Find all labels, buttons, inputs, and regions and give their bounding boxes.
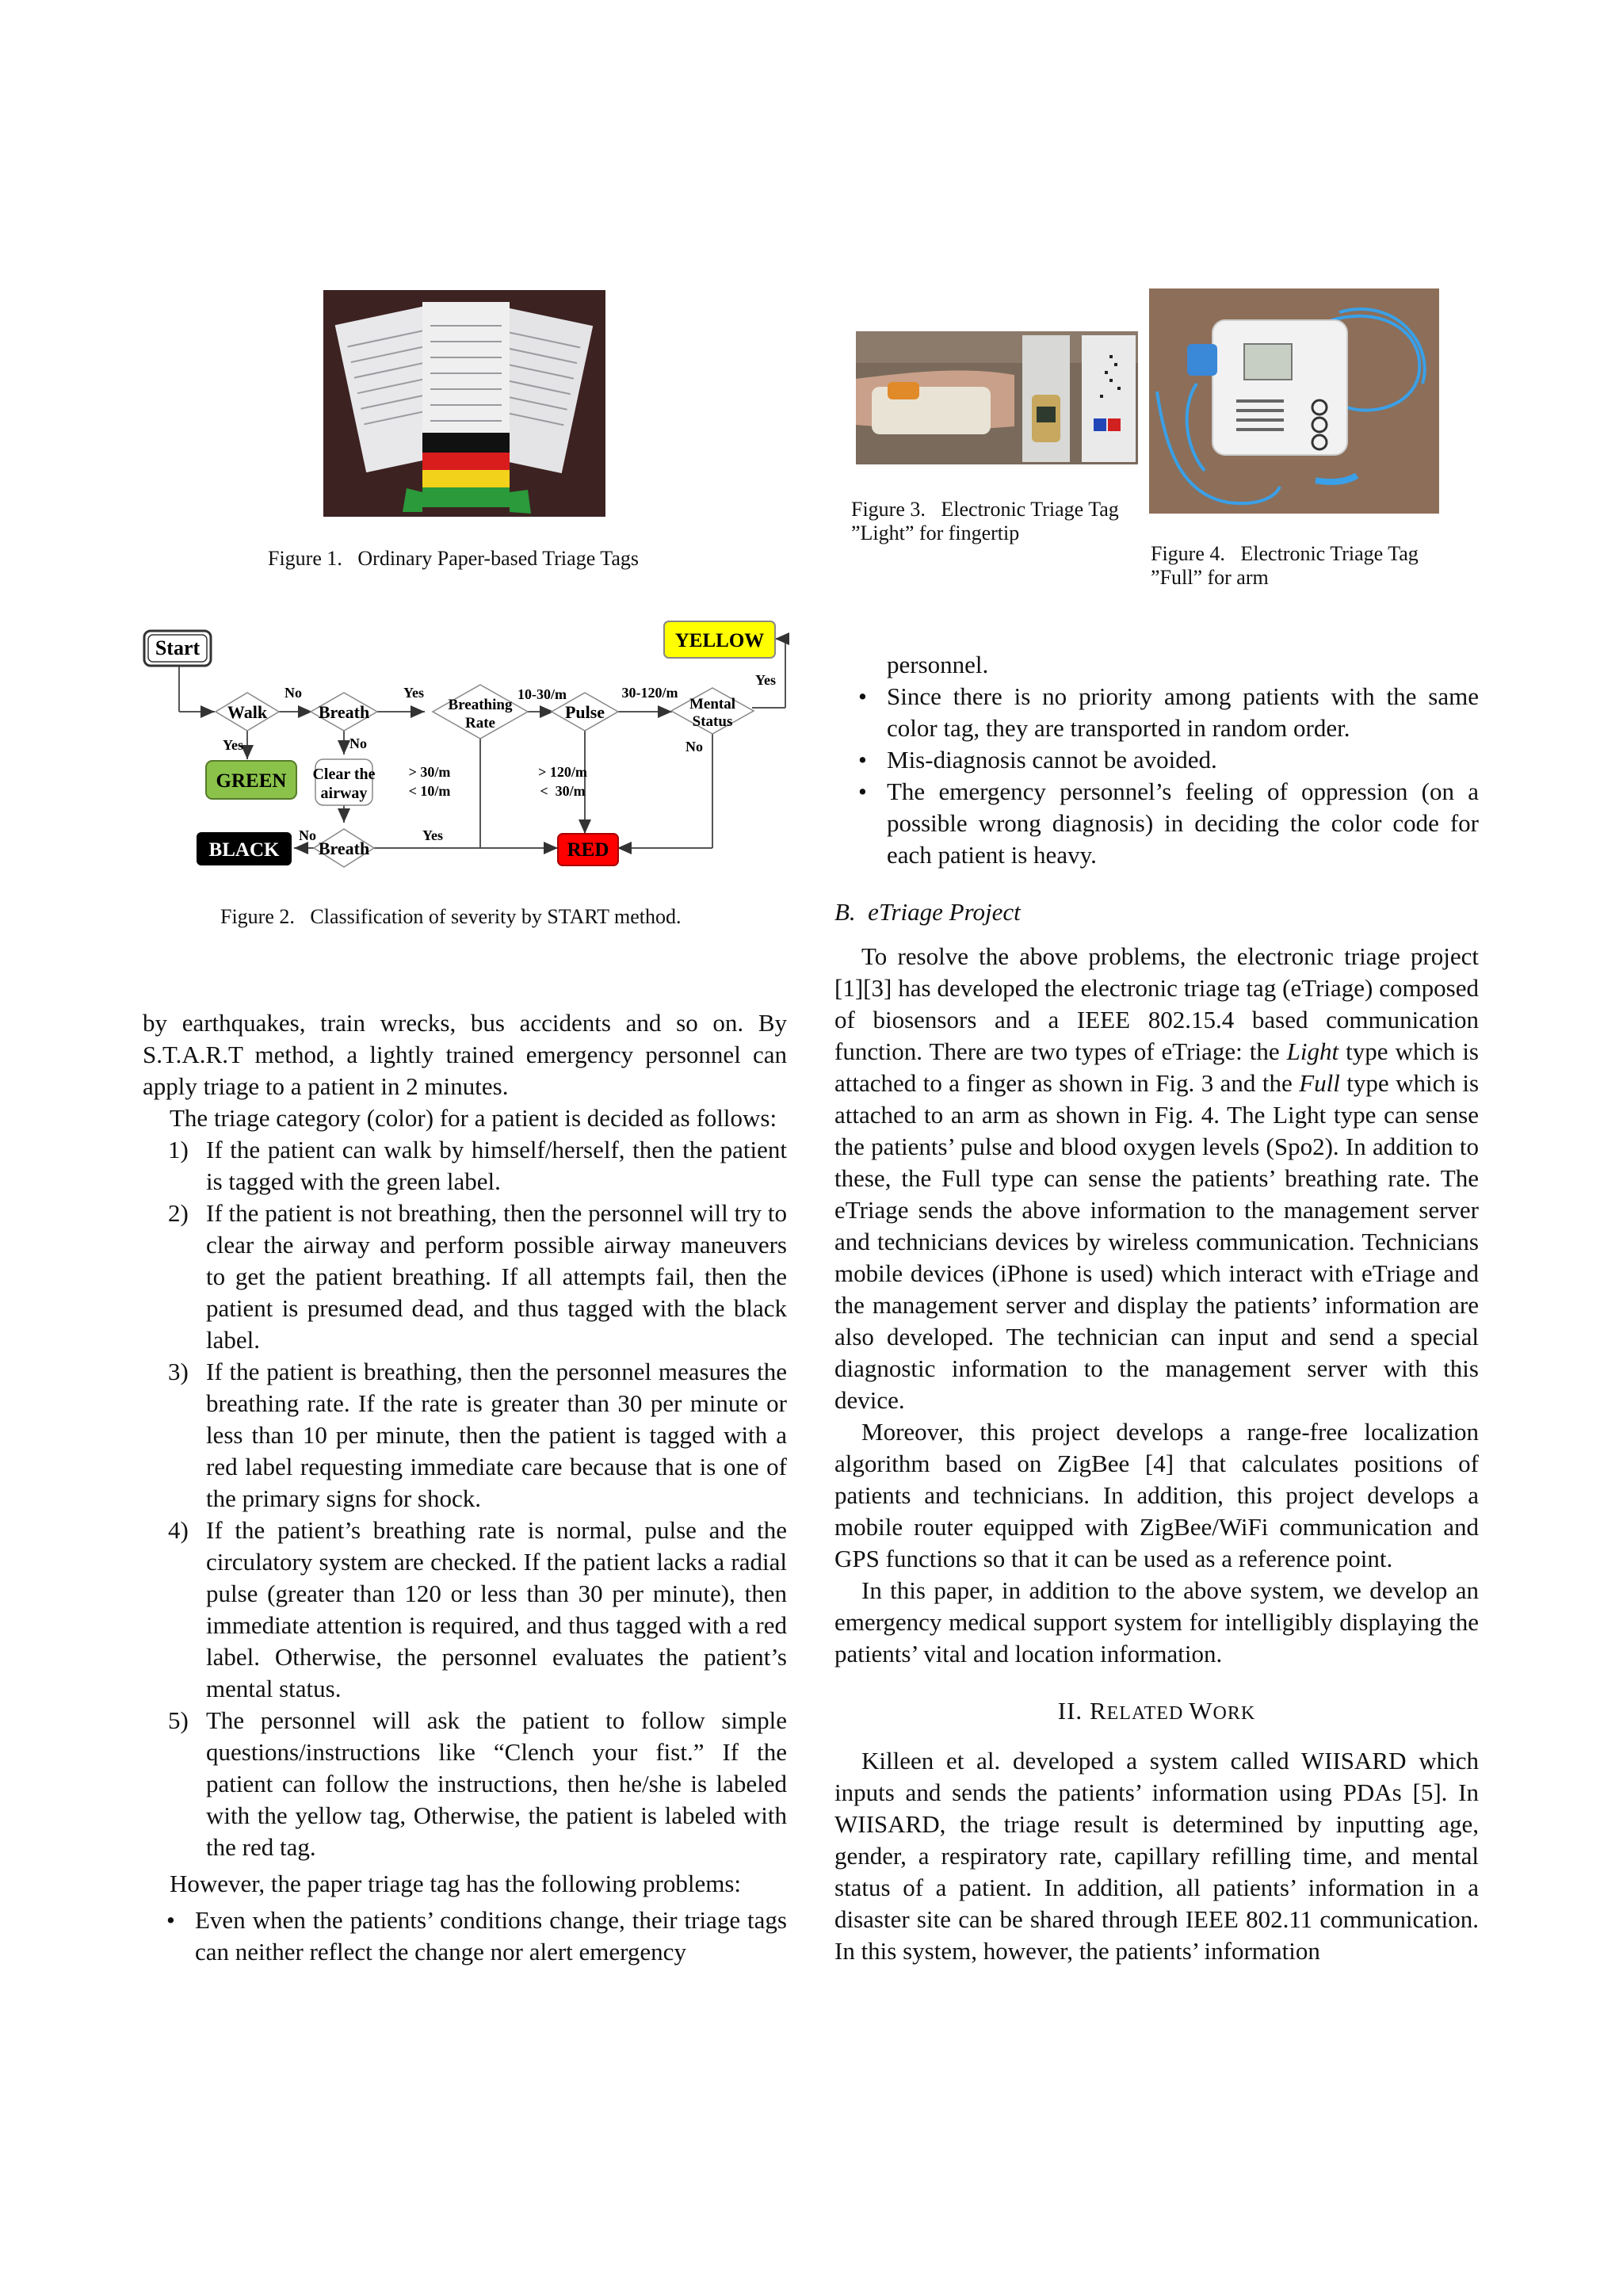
fingertip-device-illustration bbox=[856, 331, 1138, 464]
list-item bbox=[834, 776, 1479, 871]
list-item-number: 1) bbox=[168, 1136, 189, 1163]
list-item-text: The emergency personnel’s feeling of oppression (on a possible wrong diagnosis) in deciding the color code for each patient is heavy. bbox=[887, 777, 1479, 869]
right-paragraph-1b: type which is attached to a finger as shown in Fig. 3 and the bbox=[834, 1037, 1479, 1097]
list-item bbox=[143, 1705, 787, 1863]
light-term: Light bbox=[1286, 1037, 1339, 1065]
flow-label-no-2: No bbox=[349, 735, 367, 751]
list-item-text: Since there is no priority among patients with the same color tag, they are transported in random order. bbox=[887, 682, 1479, 742]
list-item-text: If the patient is breathing, then the personnel measures the breathing rate. If the rate is greater than 30 per minute or less than 10 per minute, then the patient is tagged with a red label requesting immediate care because that is one of the primary signs for shock. bbox=[206, 1358, 787, 1512]
figure-2-caption: Figure 2. Classification of severity by START method. bbox=[220, 905, 682, 928]
list-item-text: If the patient’s breathing rate is normal, pulse and the circulatory system are checked. If the patient lacks a radial pulse (greater than 120 or less than 30 per minute), then immediate attention is required, and thus tagged with a red label. Otherwise, the personnel evaluates the patient’s mental status. bbox=[206, 1516, 787, 1702]
right-column bbox=[834, 649, 1479, 1967]
flow-label-yes-2: Yes bbox=[223, 737, 243, 753]
flow-walk: Walk bbox=[227, 702, 268, 722]
flow-label-pulse-range: 30-120/m bbox=[621, 685, 678, 701]
flow-breathing-rate-2: Rate bbox=[465, 715, 495, 732]
right-continuation: personnel. bbox=[887, 651, 989, 678]
left-paragraph-1: by earthquakes, train wrecks, bus accidents and so on. By S.T.A.R.T method, a lightly trained emergency personnel can apply triage to a patient in 2 minutes. bbox=[143, 1009, 787, 1100]
figure-4-caption-line2: ”Full” for arm bbox=[1151, 566, 1269, 589]
section-title-elated: ELATED bbox=[1106, 1703, 1190, 1724]
section-title-ork: ORK bbox=[1212, 1703, 1256, 1724]
problems-list-start bbox=[143, 1904, 787, 1968]
left-paragraph-3: However, the paper triage tag has the following problems: bbox=[170, 1870, 742, 1897]
flow-label-rate-high: > 30/m bbox=[408, 764, 451, 780]
list-item-text: If the patient can walk by himself/herself, then the patient is tagged with the green label. bbox=[206, 1136, 787, 1195]
start-flowchart bbox=[139, 618, 797, 880]
figure-4-photo bbox=[1149, 288, 1439, 514]
list-item bbox=[834, 744, 1479, 776]
list-item-text: Mis-diagnosis cannot be avoided. bbox=[887, 746, 1217, 774]
bullet-icon: • bbox=[858, 746, 867, 774]
left-paragraph-2: The triage category (color) for a patient is decided as follows: bbox=[170, 1104, 777, 1132]
list-item bbox=[143, 1198, 787, 1356]
list-item bbox=[143, 1904, 787, 1968]
flow-mental-2: Status bbox=[692, 713, 733, 730]
full-term: Full bbox=[1299, 1069, 1340, 1097]
figure-3-caption-line1: Figure 3. Electronic Triage Tag bbox=[851, 498, 1119, 521]
right-paragraph-1 bbox=[834, 941, 1479, 1416]
flow-label-no-4: No bbox=[685, 739, 703, 755]
figure-4-caption-line1: Figure 4. Electronic Triage Tag bbox=[1151, 542, 1419, 565]
right-paragraph-1c: type which is attached to an arm as shown in Fig. 4. The Light type can sense the patients’ pulse and blood oxygen levels (Spo2). In addition to these, the Full type can sense the patients’ breathing rate. The eTriage sends the above information to the management server and technicians devices by wireless communication. Technicians mobile devices (iPhone is used) which interact with eTriage and the management server and display the patients’ information are also developed. The technician can input and send a special diagnostic information to the management server with this device. bbox=[834, 1069, 1480, 1414]
list-item bbox=[834, 681, 1479, 744]
flow-label-pulse-low: < 30/m bbox=[540, 783, 586, 799]
flow-breathing-rate-1: Breathing bbox=[448, 697, 513, 713]
flow-yellow: YELLOW bbox=[674, 630, 765, 651]
flow-green: GREEN bbox=[216, 770, 287, 792]
list-item-text: Even when the patients’ conditions change, their triage tags can neither reflect the change nor alert emergency bbox=[195, 1906, 787, 1966]
right-paragraph-4: Killeen et al. developed a system called WIISARD which inputs and sends the patients’ information using PDAs [5]. In WIISARD, the triage result is determined by inputting age, gender, a respiratory rate, capillary refilling time, and mental status of a patient. In addition, all patients’ information in a disaster site can be shared through IEEE 802.11 communication. In this system, however, the patients’ information bbox=[834, 1747, 1479, 1965]
flow-label-pulse-high: > 120/m bbox=[538, 764, 587, 780]
flow-clear-1: Clear the bbox=[312, 766, 376, 783]
list-item bbox=[143, 1134, 787, 1198]
bullet-icon: • bbox=[166, 1906, 175, 1934]
flow-label-yes-3: Yes bbox=[422, 827, 443, 843]
list-item-number: 2) bbox=[168, 1199, 189, 1227]
list-item bbox=[143, 1356, 787, 1515]
list-item-number: 5) bbox=[168, 1706, 189, 1734]
section-title-w: W bbox=[1189, 1697, 1213, 1725]
flow-red: RED bbox=[567, 839, 609, 861]
flow-black: BLACK bbox=[208, 839, 280, 861]
section-number: II. bbox=[1057, 1697, 1090, 1725]
paper-tags-illustration bbox=[323, 290, 605, 517]
flow-start: Start bbox=[155, 636, 200, 659]
flow-label-yes-4: Yes bbox=[755, 672, 776, 688]
list-item-number: 4) bbox=[168, 1516, 189, 1544]
left-column bbox=[143, 1007, 787, 1968]
figure-3-caption bbox=[851, 498, 1144, 545]
figure-1-caption: Figure 1. Ordinary Paper-based Triage Tags bbox=[268, 547, 639, 570]
flow-label-no-1: No bbox=[285, 685, 302, 701]
right-paragraph-3: In this paper, in addition to the above system, we develop an emergency medical support system for intelligibly displaying the patients’ vital and location information. bbox=[834, 1576, 1479, 1668]
list-item-number: 3) bbox=[168, 1358, 189, 1385]
flow-breath: Breath bbox=[318, 702, 370, 722]
bullet-icon: • bbox=[858, 777, 867, 805]
subsection-heading: B. eTriage Project bbox=[834, 898, 1021, 926]
flow-label-rate-range: 10-30/m bbox=[517, 686, 567, 702]
figure-3-caption-line2: ”Light” for fingertip bbox=[851, 521, 1020, 544]
list-item-text: The personnel will ask the patient to follow simple questions/instructions like “Clench your fist.” If the patient can follow the instructions, then he/she is labeled with the yellow tag, Otherwise, the patient is labeled with the red tag. bbox=[206, 1706, 787, 1861]
list-item bbox=[143, 1515, 787, 1705]
flow-breath-2: Breath bbox=[318, 839, 370, 858]
list-item-text: If the patient is not breathing, then the personnel will try to clear the airway and perform possible airway maneuvers to get the patient breathing. If all attempts fail, then the patient is presumed dead, and thus tagged with the black label. bbox=[206, 1199, 787, 1354]
section-title-r: R bbox=[1089, 1697, 1107, 1725]
problems-list-cont bbox=[834, 681, 1479, 871]
right-paragraph-1a: To resolve the above problems, the electronic triage project [1][3] has developed the electronic triage tag (eTriage) composed of biosensors and a IEEE 802.15.4 based communication function. There are two types of eTriage: the bbox=[834, 942, 1479, 1065]
right-paragraph-2: Moreover, this project develops a range-free localization algorithm based on ZigBee [4] that calculates positions of patients and technicians. In addition, this project develops a mobile router equipped with ZigBee/WiFi communication and GPS functions so that it can be used as a reference point. bbox=[834, 1418, 1479, 1572]
flow-label-yes-1: Yes bbox=[403, 685, 424, 701]
flow-clear-2: airway bbox=[320, 785, 368, 802]
figure-3-photo bbox=[856, 331, 1138, 464]
start-rules-list bbox=[143, 1134, 787, 1863]
flow-mental-1: Mental bbox=[689, 696, 736, 712]
section-heading bbox=[834, 1695, 1479, 1729]
flow-pulse: Pulse bbox=[564, 702, 605, 722]
flow-label-no-3: No bbox=[299, 827, 316, 843]
figure-4-caption bbox=[1151, 542, 1444, 590]
flow-label-rate-low: < 10/m bbox=[408, 783, 451, 799]
bullet-icon: • bbox=[858, 682, 867, 710]
arm-device-illustration bbox=[1149, 288, 1439, 514]
figure-1-photo bbox=[323, 290, 605, 517]
